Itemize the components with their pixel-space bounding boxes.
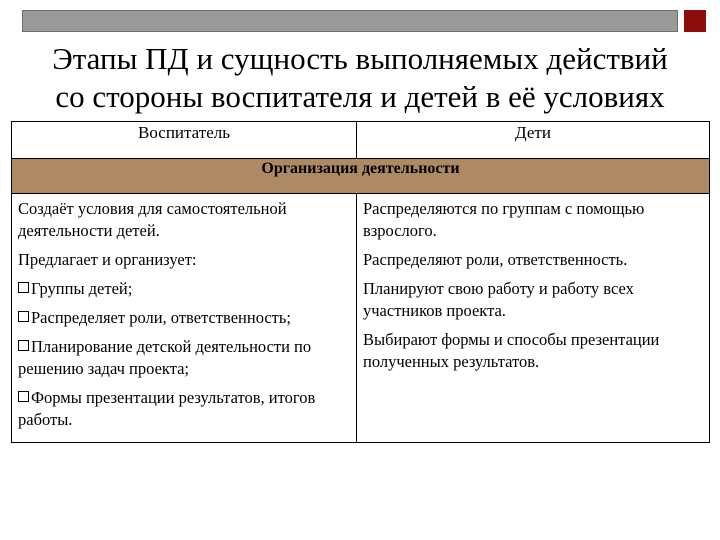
checkbox-bullet-icon — [18, 340, 29, 351]
section-title: Организация деятельности — [12, 159, 710, 194]
teacher-lead: Предлагает и организует: — [18, 250, 197, 269]
children-item: Планируют свою работу и работу всех участников проекта. — [363, 279, 634, 320]
children-item: Выбирают формы и способы презентации полученных результатов. — [363, 330, 660, 371]
checkbox-bullet-icon — [18, 311, 29, 322]
children-item: Распределяются по группам с помощью взрослого. — [363, 199, 645, 240]
children-cell — [357, 194, 710, 443]
slide-title — [0, 40, 720, 116]
stages-table — [11, 121, 710, 443]
checkbox-bullet-icon — [18, 391, 29, 402]
decorative-square — [684, 10, 706, 32]
section-row — [12, 159, 710, 194]
list-item: Планирование детской деятельности по решению задач проекта; — [18, 337, 312, 378]
decorative-top-bar — [22, 10, 678, 32]
content-row — [12, 194, 710, 443]
teacher-cell — [12, 194, 357, 443]
title-line-2: со стороны воспитателя и детей в её условиях — [55, 79, 665, 114]
list-item: Формы презентации результатов, итогов работы. — [18, 388, 316, 429]
header-children: Дети — [357, 122, 710, 159]
list-item: Распределяет роли, ответственность; — [18, 307, 352, 329]
table-header-row — [12, 122, 710, 159]
list-item: Группы детей; — [18, 278, 352, 300]
header-teacher: Воспитатель — [12, 122, 357, 159]
checkbox-bullet-icon — [18, 282, 29, 293]
teacher-intro: Создаёт условия для самостоятельной деятельности детей. — [18, 199, 287, 240]
children-item: Распределяют роли, ответственность. — [363, 250, 628, 269]
title-line-1: Этапы ПД и сущность выполняемых действий — [52, 41, 668, 76]
